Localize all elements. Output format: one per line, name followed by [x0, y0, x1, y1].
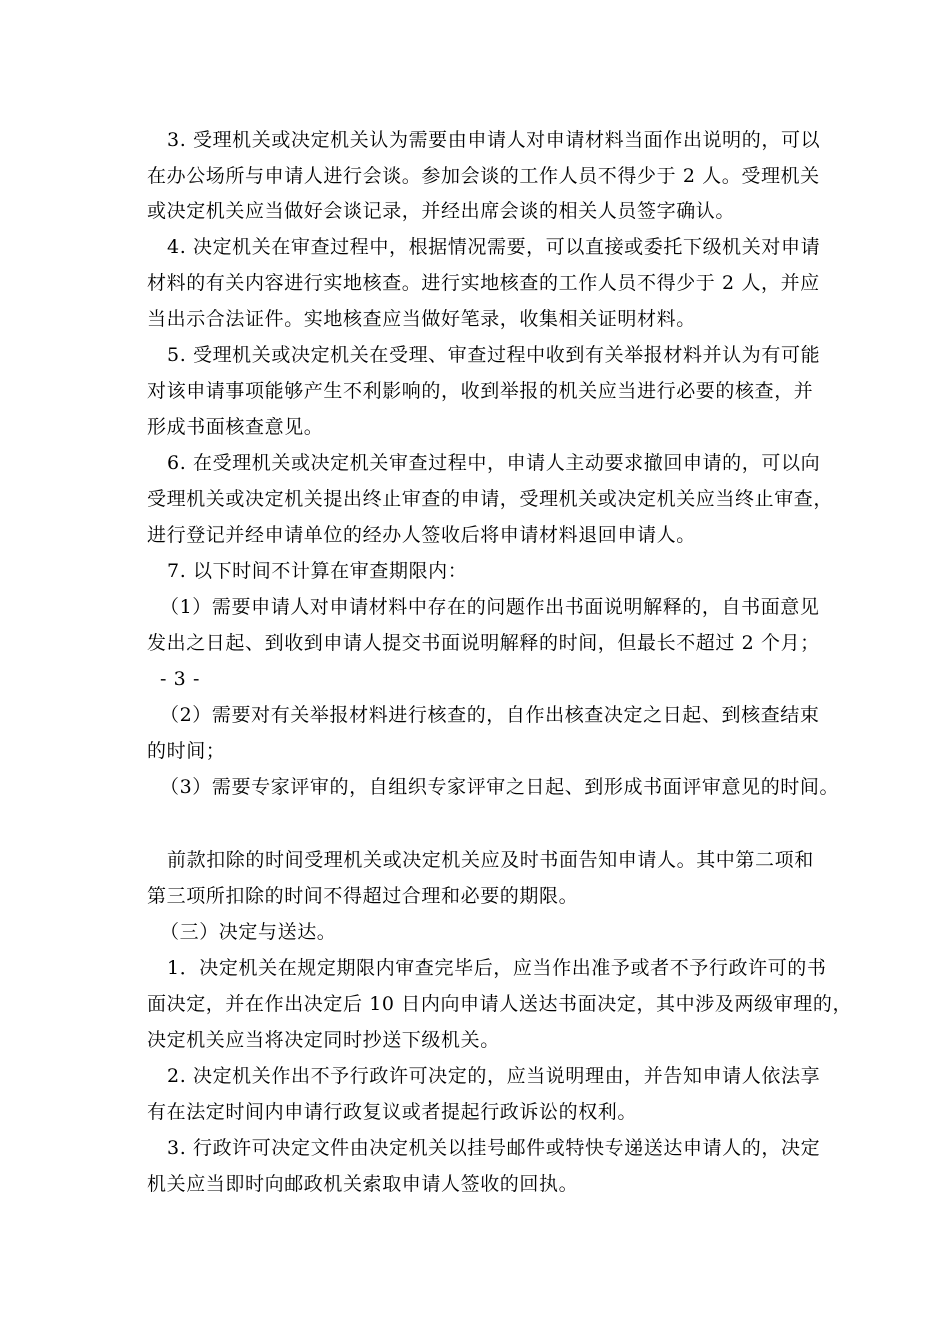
text-line-18: （3）需要专家评审的，自组织专家评审之日起、到形成书面评审意见的时间。: [160, 776, 840, 798]
text-line-2: 在办公场所与申请人进行会谈。参加会谈的工作人员不得少于 2 人。受理机关: [147, 165, 820, 187]
text-line-17: 的时间；: [147, 740, 226, 762]
section-heading: （三）决定与送达。: [160, 921, 337, 943]
text-line-20: 第三项所扣除的时间不得超过合理和必要的期限。: [147, 885, 579, 907]
text-line-26: 3. 行政许可决定文件由决定机关以挂号邮件或特快专递送达申请人的，决定: [167, 1137, 821, 1159]
text-line-21: 1．决定机关在规定期限内审查完毕后，应当作出准予或者不予行政许可的书: [167, 957, 827, 979]
text-line-16: （2）需要对有关举报材料进行核查的，自作出核查决定之日起、到核查结束: [160, 704, 820, 726]
text-line-27: 机关应当即时向邮政机关索取申请人签收的回执。: [147, 1173, 579, 1195]
text-line-7: 5. 受理机关或决定机关在受理、审查过程中收到有关举报材料并认为有可能: [167, 344, 821, 366]
text-line-19: 前款扣除的时间受理机关或决定机关应及时书面告知申请人。其中第二项和: [167, 849, 814, 871]
text-line-9: 形成书面核查意见。: [147, 416, 324, 438]
text-line-24: 2. 决定机关作出不予行政许可决定的，应当说明理由，并告知申请人依法享: [167, 1065, 821, 1087]
text-line-23: 决定机关应当将决定同时抄送下级机关。: [147, 1029, 500, 1051]
text-line-14: （1）需要申请人对申请材料中存在的问题作出书面说明解释的，自书面意见: [160, 596, 820, 618]
text-line-11: 受理机关或决定机关提出终止审查的申请，受理机关或决定机关应当终止审查，: [147, 488, 834, 510]
text-line-22: 面决定，并在作出决定后 10 日内向申请人送达书面决定，其中涉及两级审理的，: [147, 993, 853, 1015]
text-line-10: 6. 在受理机关或决定机关审查过程中，申请人主动要求撤回申请的，可以向: [167, 452, 821, 474]
text-line-25: 有在法定时间内申请行政复议或者提起行政诉讼的权利。: [147, 1101, 638, 1123]
text-line-13: 7. 以下时间不计算在审查期限内：: [167, 560, 468, 582]
text-line-8: 对该申请事项能够产生不利影响的，收到举报的机关应当进行必要的核查，并: [147, 380, 814, 402]
text-line-5: 材料的有关内容进行实地核查。进行实地核查的工作人员不得少于 2 人，并应: [147, 272, 820, 294]
page-number: - 3 -: [160, 668, 201, 690]
text-line-15: 发出之日起、到收到申请人提交书面说明解释的时间，但最长不超过 2 个月；: [147, 632, 820, 654]
text-line-3: 或决定机关应当做好会谈记录，并经出席会谈的相关人员签字确认。: [147, 200, 736, 222]
text-line-6: 当出示合法证件。实地核查应当做好笔录，收集相关证明材料。: [147, 308, 696, 330]
text-line-4: 4. 决定机关在审查过程中，根据情况需要，可以直接或委托下级机关对申请: [167, 236, 821, 258]
text-line-12: 进行登记并经申请单位的经办人签收后将申请材料退回申请人。: [147, 524, 696, 546]
text-line-1: 3. 受理机关或决定机关认为需要由申请人对申请材料当面作出说明的，可以: [167, 129, 821, 151]
